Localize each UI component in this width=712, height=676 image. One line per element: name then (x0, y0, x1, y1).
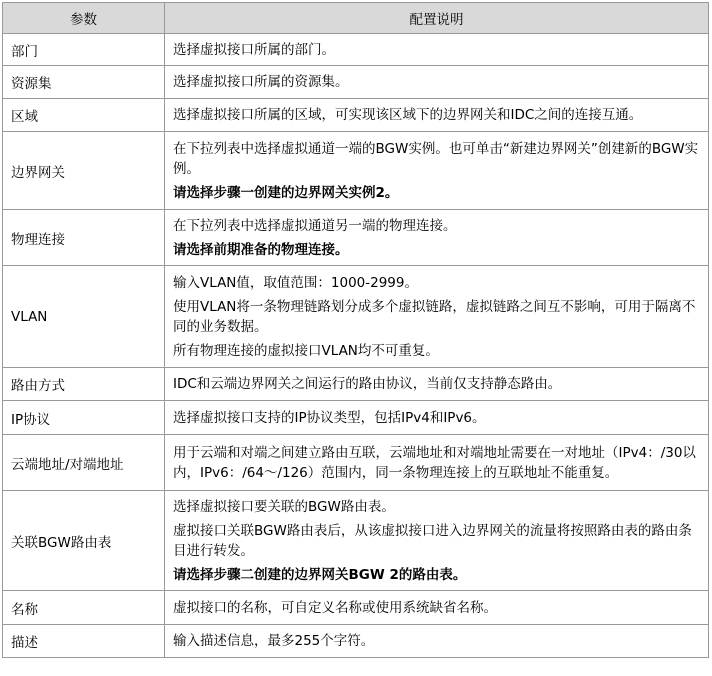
table-row (3, 368, 709, 401)
description-paragraph: IDC和云端边界网关之间运行的路由协议，当前仅支持静态路由。 (173, 376, 562, 392)
table-row (3, 210, 709, 266)
table-row (3, 132, 709, 210)
param-name-cell: 路由方式 (3, 368, 165, 401)
description-paragraph: 在下拉列表中选择虚拟通道另一端的物理连接。 (173, 217, 457, 234)
param-description-cell (165, 625, 709, 658)
param-description-cell (165, 266, 709, 368)
param-name-cell: 名称 (3, 591, 165, 625)
description-paragraph: 所有物理连接的虚拟接口VLAN均不可重复。 (173, 342, 439, 359)
description-paragraph: 输入描述信息，最多255个字符。 (173, 633, 375, 649)
table-row (3, 491, 709, 591)
table-row (3, 66, 709, 99)
description-paragraph: 用于云端和对端之间建立路由互联，云端地址和对端地址需要在一对地址（IPv4：/30以内，IPv6：/64～/126）范围内，同一条物理连接上的互联地址不能重复。 (173, 444, 696, 481)
param-name-cell: 边界网关 (3, 132, 165, 210)
description-note: 请选择前期准备的物理连接。 (173, 241, 349, 258)
param-name-cell: IP协议 (3, 401, 165, 435)
table-row (3, 266, 709, 368)
description-note: 请选择步骤一创建的边界网关实例2。 (173, 184, 399, 201)
description-paragraph: 输入VLAN值，取值范围：1000-2999。 (173, 274, 418, 291)
description-note: 请选择步骤二创建的边界网关BGW 2的路由表。 (173, 566, 467, 583)
description-paragraph: 虚拟接口的名称，可自定义名称或使用系统缺省名称。 (173, 599, 497, 616)
param-description-cell (165, 99, 709, 132)
param-description-cell (165, 435, 709, 491)
table-row (3, 99, 709, 132)
parameter-table (2, 2, 709, 658)
description-paragraph: 选择虚拟接口所属的区域，可实现该区域下的边界网关和IDC之间的连接互通。 (173, 107, 643, 123)
description-paragraph: 虚拟接口关联BGW路由表后，从该虚拟接口进入边界网关的流量将按照路由表的路由条目进行转发。 (173, 522, 692, 559)
param-description-cell (165, 132, 709, 210)
param-name-cell: 云端地址/对端地址 (3, 435, 165, 491)
param-description-cell (165, 591, 709, 625)
description-paragraph: 使用VLAN将一条物理链路划分成多个虚拟链路，虚拟链路之间互不影响，可用于隔离不同的业务数据。 (173, 298, 696, 335)
param-description-cell (165, 368, 709, 401)
description-paragraph: 选择虚拟接口要关联的BGW路由表。 (173, 498, 395, 515)
table-row (3, 34, 709, 66)
description-paragraph: 选择虚拟接口支持的IP协议类型，包括IPv4和IPv6。 (173, 409, 486, 426)
table-row (3, 625, 709, 658)
table-row (3, 435, 709, 491)
header-param: 参数 (3, 3, 165, 34)
table-header-row (3, 3, 709, 34)
description-paragraph: 选择虚拟接口所属的部门。 (173, 41, 335, 58)
description-paragraph: 选择虚拟接口所属的资源集。 (173, 74, 349, 90)
table-row (3, 591, 709, 625)
param-name-cell: 关联BGW路由表 (3, 491, 165, 591)
param-name-cell: 资源集 (3, 66, 165, 99)
header-description: 配置说明 (165, 3, 709, 34)
param-name-cell: 描述 (3, 625, 165, 658)
param-name-cell: 物理连接 (3, 210, 165, 266)
param-description-cell (165, 210, 709, 266)
param-description-cell (165, 491, 709, 591)
param-description-cell (165, 34, 709, 66)
param-description-cell (165, 66, 709, 99)
table-row (3, 401, 709, 435)
param-name-cell: VLAN (3, 266, 165, 368)
description-paragraph: 在下拉列表中选择虚拟通道一端的BGW实例。也可单击“新建边界网关”创建新的BGW实例。 (173, 140, 699, 177)
param-name-cell: 区域 (3, 99, 165, 132)
table-body (3, 34, 709, 658)
param-name-cell: 部门 (3, 34, 165, 66)
param-description-cell (165, 401, 709, 435)
